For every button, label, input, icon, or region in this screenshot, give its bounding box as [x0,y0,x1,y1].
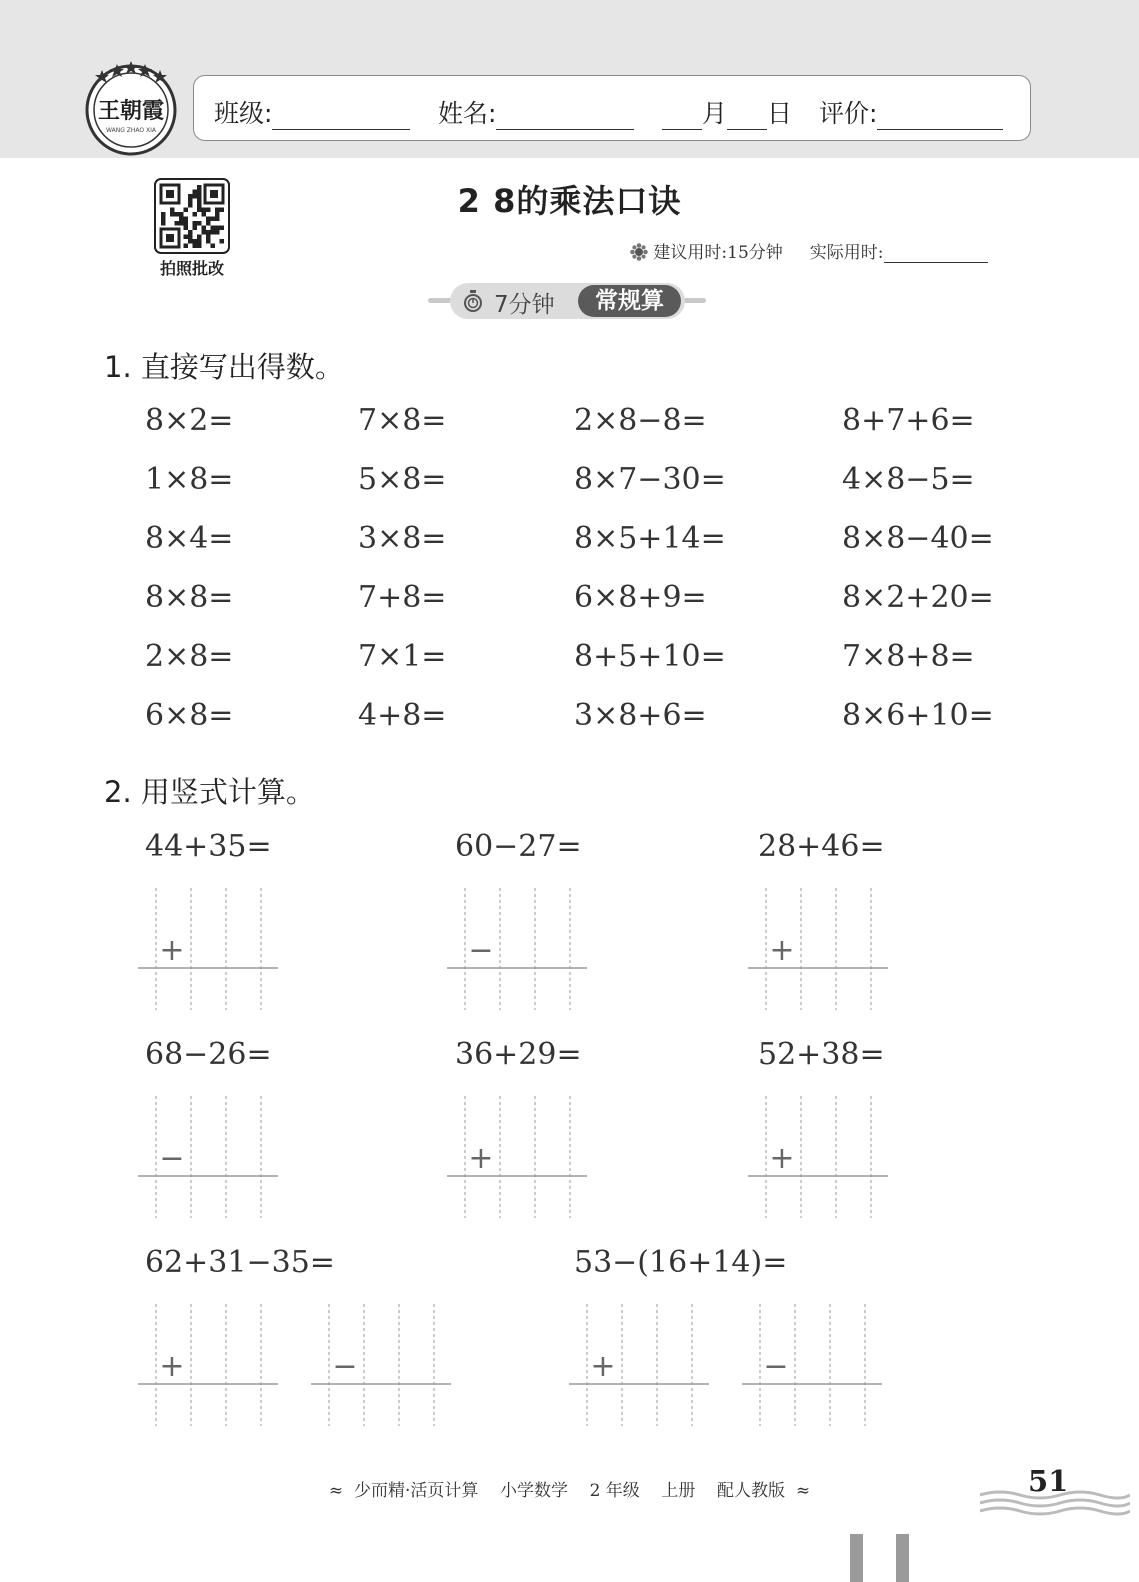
oral-problem: 7×8+8= [842,639,975,674]
vertical-calc-grid[interactable] [138,1096,278,1218]
edge-bar [896,1534,909,1582]
vertical-problem: 60−27= [455,829,582,864]
question-2-title: 2. 用竖式计算。 [104,775,315,809]
oral-problem: 8×8= [145,580,234,615]
oral-problem: 3×8= [358,521,447,556]
day-label: 日 [767,99,793,128]
publisher-logo [82,58,180,156]
oral-problem: 4×8−5= [842,462,975,497]
evaluation-field[interactable] [819,94,1003,130]
badge-tag: 常规算 [578,285,681,317]
time-info [630,238,988,263]
oral-problem: 6×8= [145,698,234,733]
vertical-problem: 68−26= [145,1037,272,1072]
day-blank[interactable] [727,103,767,130]
operator-sign: + [159,1349,185,1384]
suggested-time: 建议用时:15分钟 [653,243,783,263]
actual-time-label: 实际用时: [809,243,884,263]
vertical-calc-grid[interactable] [447,888,587,1010]
vertical-calc-grid[interactable] [569,1304,709,1426]
oral-problem: 8+5+10= [574,639,726,674]
oral-problem: 8+7+6= [842,403,975,438]
vertical-problem: 44+35= [145,829,272,864]
oral-problem: 3×8+6= [574,698,707,733]
oral-problem: 8×6+10= [842,698,994,733]
name-blank[interactable] [496,103,634,130]
operator-sign: − [468,933,494,968]
student-info-box [193,75,1031,141]
question-1-title: 1. 直接写出得数。 [104,350,344,384]
vertical-calc-grid[interactable] [138,1304,278,1426]
oral-problem: 8×7−30= [574,462,726,497]
vertical-problem: 62+31−35= [145,1245,335,1280]
evaluation-blank[interactable] [877,103,1003,130]
oral-problem: 7×8= [358,403,447,438]
vertical-problem: 53−(16+14)= [574,1245,788,1280]
oral-problem: 8×8−40= [842,521,994,556]
stopwatch-icon [462,289,484,313]
oral-problem: 4+8= [358,698,447,733]
vertical-problem: 28+46= [758,829,885,864]
footer-text: ≈ 少而精·活页计算 小学数学 2 年级 上册 配人教版 ≈ [328,1481,811,1501]
vertical-calc-grid[interactable] [138,888,278,1010]
vertical-problem: 52+38= [758,1037,885,1072]
vertical-calc-grid[interactable] [748,888,888,1010]
oral-problem: 7×1= [358,639,447,674]
vertical-calc-grid[interactable] [447,1096,587,1218]
operator-sign: − [763,1349,789,1384]
page-number: 51 [1028,1464,1069,1498]
oral-problem: 8×5+14= [574,521,726,556]
oral-problem: 8×4= [145,521,234,556]
class-label: 班级: [214,99,273,128]
month-label: 月 [702,99,728,128]
vertical-calc-grid[interactable] [748,1096,888,1218]
operator-sign: − [332,1349,358,1384]
svg-text:WANG ZHAO XIA: WANG ZHAO XIA [106,127,156,134]
operator-sign: + [769,933,795,968]
evaluation-label: 评价: [819,99,878,128]
clock-flower-icon [630,243,648,261]
date-field[interactable] [662,94,792,130]
svg-text:王朝霞: 王朝霞 [97,98,165,124]
operator-sign: − [159,1141,185,1176]
oral-problem: 8×2+20= [842,580,994,615]
vertical-problem: 36+29= [455,1037,582,1072]
class-blank[interactable] [272,103,410,130]
qr-label: 拍照批改 [159,259,224,278]
oral-problem: 2×8−8= [574,403,707,438]
month-blank[interactable] [662,103,702,130]
oral-problem: 8×2= [145,403,234,438]
vertical-calc-grid[interactable] [742,1304,882,1426]
operator-sign: + [468,1141,494,1176]
oral-problem: 6×8+9= [574,580,707,615]
oral-problem: 2×8= [145,639,234,674]
page-title: 2 8的乘法口诀 [457,182,682,220]
oral-problem: 1×8= [145,462,234,497]
edge-bar [850,1534,863,1582]
oral-problem: 7+8= [358,580,447,615]
actual-time-blank[interactable] [884,244,988,263]
operator-sign: + [159,933,185,968]
oral-problem: 5×8= [358,462,447,497]
vertical-calc-grid[interactable] [311,1304,451,1426]
operator-sign: + [590,1349,616,1384]
badge-time: 7分钟 [494,292,555,318]
name-field[interactable] [438,94,634,130]
class-field[interactable] [214,94,410,130]
wave-decoration [980,1487,1130,1521]
operator-sign: + [769,1141,795,1176]
name-label: 姓名: [438,99,497,128]
